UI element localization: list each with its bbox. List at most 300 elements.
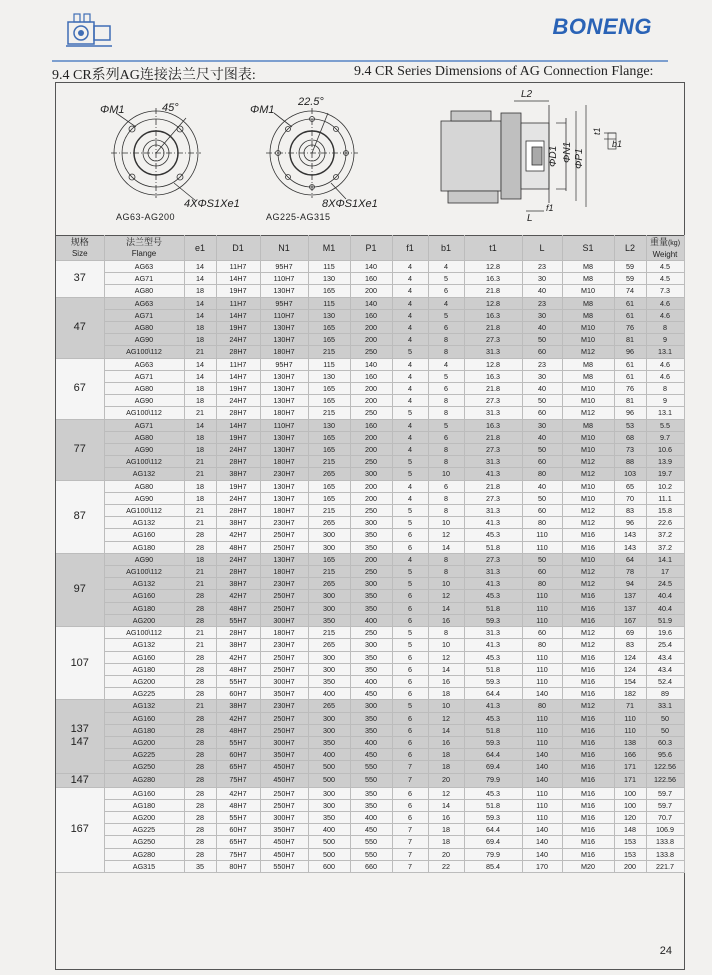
table-row (56, 749, 684, 761)
dimension-cell: 110 (522, 602, 562, 614)
dimension-cell: 180H7 (260, 627, 308, 639)
weight-cell: 8 (646, 383, 684, 395)
dimension-cell: M16 (562, 602, 614, 614)
dimension-cell: M16 (562, 811, 614, 823)
flange-cell: AG225 (104, 824, 184, 836)
dimension-cell: M16 (562, 663, 614, 675)
dimension-cell: 22 (428, 860, 464, 872)
dimension-cell: 4 (392, 395, 428, 407)
dimension-cell: 140 (350, 358, 392, 370)
table-row (56, 848, 684, 860)
middle-caption: AG225-AG315 (266, 212, 331, 222)
dimension-cell: 12 (428, 712, 464, 724)
weight-cell: 5.5 (646, 419, 684, 431)
dimension-cell: 55H7 (216, 614, 260, 626)
flange-cell: AG225 (104, 688, 184, 700)
dimension-cell: 50 (522, 395, 562, 407)
flange-cell: AG100\112 (104, 505, 184, 517)
dimension-cell: 170 (522, 860, 562, 872)
dimension-cell: 6 (392, 529, 428, 541)
dimension-cell: 250H7 (260, 590, 308, 602)
dimension-cell: 215 (308, 456, 350, 468)
dimension-cell: 143 (614, 529, 646, 541)
dimension-cell: M8 (562, 370, 614, 382)
dimension-cell: 200 (350, 444, 392, 456)
dimension-cell: 130H7 (260, 553, 308, 565)
dimension-cell: 96 (614, 407, 646, 419)
dimension-cell: 41.3 (464, 517, 522, 529)
flange-cell: AG132 (104, 517, 184, 529)
weight-cell: 7.3 (646, 285, 684, 297)
dimension-cell: 350 (350, 712, 392, 724)
dimension-cell: 14 (184, 419, 216, 431)
dimension-cell: 6 (392, 651, 428, 663)
flange-8-hole-view (266, 108, 358, 199)
dimension-cell: 10 (428, 639, 464, 651)
header-e1: e1 (184, 236, 216, 261)
dimension-cell: 64.4 (464, 824, 522, 836)
dimension-cell: 6 (392, 614, 428, 626)
dimension-cell: 6 (392, 712, 428, 724)
dimension-cell: 61 (614, 358, 646, 370)
dimension-cell: 61 (614, 297, 646, 309)
dimension-cell: 4 (392, 309, 428, 321)
dimension-cell: 80 (522, 468, 562, 480)
flange-cell: AG132 (104, 578, 184, 590)
dimension-cell: 215 (308, 346, 350, 358)
dimension-cell: 18 (184, 285, 216, 297)
dimension-cell: 14 (184, 297, 216, 309)
dimension-cell: 23 (522, 261, 562, 273)
size-cell: 77 (56, 419, 104, 480)
dimension-cell: 250 (350, 566, 392, 578)
dimension-cell: 6 (392, 787, 428, 799)
dimension-cell: 165 (308, 322, 350, 334)
dimension-cell: 16 (428, 675, 464, 687)
header-s1: S1 (562, 236, 614, 261)
dimension-cell: 19H7 (216, 383, 260, 395)
dimension-cell: 230H7 (260, 468, 308, 480)
dimension-cell: 18 (184, 553, 216, 565)
weight-cell: 4.6 (646, 370, 684, 382)
table-header (56, 236, 684, 261)
dimension-cell: M12 (562, 566, 614, 578)
dimension-cell: 28H7 (216, 346, 260, 358)
header-size: 规格 Size (56, 236, 104, 261)
dimension-cell: 500 (308, 836, 350, 848)
dimension-cell: 30 (522, 309, 562, 321)
weight-cell: 43.4 (646, 663, 684, 675)
dimension-cell: 16.3 (464, 419, 522, 431)
dimension-cell: M16 (562, 712, 614, 724)
dimension-cell: 12.8 (464, 358, 522, 370)
header-l: L (522, 236, 562, 261)
dimension-cell: M16 (562, 614, 614, 626)
dimension-cell: 200 (350, 383, 392, 395)
dimension-cell: 51.8 (464, 602, 522, 614)
dimension-cell: 95H7 (260, 297, 308, 309)
dimension-cell: 14 (184, 261, 216, 273)
dimension-cell: 14 (428, 602, 464, 614)
gearbox-logo-icon (60, 8, 120, 54)
dimension-cell: 40 (522, 480, 562, 492)
dimension-cell: 4 (392, 553, 428, 565)
weight-cell: 13.9 (646, 456, 684, 468)
dimension-cell: 130H7 (260, 444, 308, 456)
dimension-cell: 6 (428, 383, 464, 395)
dimension-cell: 80 (522, 639, 562, 651)
dimension-cell: M16 (562, 688, 614, 700)
flange-cell: AG132 (104, 700, 184, 712)
flange-cell: AG225 (104, 749, 184, 761)
dimension-cell: 400 (350, 614, 392, 626)
dimension-cell: 45.3 (464, 529, 522, 541)
dimension-cell: 140 (522, 836, 562, 848)
weight-cell: 9 (646, 395, 684, 407)
dimension-cell: 10 (428, 578, 464, 590)
dimension-cell: 300H7 (260, 736, 308, 748)
dimension-cell: 14H7 (216, 309, 260, 321)
dimension-cell: 110H7 (260, 309, 308, 321)
dimension-cell: 14 (428, 541, 464, 553)
brand-logo: BONENG (552, 14, 652, 39)
header-l2: L2 (614, 236, 646, 261)
table-row (56, 297, 684, 309)
flange-cell: AG71 (104, 273, 184, 285)
dimension-cell: 6 (392, 688, 428, 700)
dimension-cell: 130H7 (260, 395, 308, 407)
dimension-cell: 165 (308, 285, 350, 297)
dimension-cell: M8 (562, 309, 614, 321)
dimension-cell: 4 (392, 273, 428, 285)
dimension-cell: 6 (392, 675, 428, 687)
dimension-cell: 21.8 (464, 431, 522, 443)
dimension-cell: 6 (392, 724, 428, 736)
dimension-cell: 48H7 (216, 541, 260, 553)
weight-cell: 50 (646, 712, 684, 724)
weight-cell: 4.6 (646, 297, 684, 309)
dimension-cell: 6 (392, 590, 428, 602)
dimension-cell: 42H7 (216, 651, 260, 663)
table-row (56, 566, 684, 578)
dimension-cell: 8 (428, 395, 464, 407)
dimension-cell: 60H7 (216, 749, 260, 761)
table-row (56, 675, 684, 687)
table-row (56, 799, 684, 811)
dimension-cell: 28 (184, 773, 216, 787)
dimension-cell: 110 (522, 663, 562, 675)
dimension-cell: 38H7 (216, 578, 260, 590)
dimension-cell: 300H7 (260, 675, 308, 687)
table-row (56, 614, 684, 626)
table-row (56, 578, 684, 590)
dimension-cell: 154 (614, 675, 646, 687)
flange-cell: AG132 (104, 468, 184, 480)
dimension-cell: 83 (614, 639, 646, 651)
dimension-cell: 28 (184, 811, 216, 823)
flange-cell: AG90 (104, 444, 184, 456)
dimension-cell: 200 (614, 860, 646, 872)
dimension-cell: 21 (184, 505, 216, 517)
flange-cell: AG160 (104, 712, 184, 724)
dimension-cell: 28 (184, 799, 216, 811)
dimension-cell: 40 (522, 383, 562, 395)
dimension-cell: 6 (392, 736, 428, 748)
dimension-cell: 28 (184, 688, 216, 700)
flange-cell: AG80 (104, 383, 184, 395)
dimension-cell: 7 (392, 761, 428, 773)
dimension-cell: 4 (392, 480, 428, 492)
dimension-cell: 28 (184, 529, 216, 541)
dimension-cell: 41.3 (464, 639, 522, 651)
header-m1: M1 (308, 236, 350, 261)
dimension-cell: 500 (308, 848, 350, 860)
dimension-cell: 95H7 (260, 358, 308, 370)
table-row (56, 553, 684, 565)
dimension-cell: 4 (392, 419, 428, 431)
dimension-cell: 24H7 (216, 444, 260, 456)
table-row (56, 468, 684, 480)
dimension-cell: 300 (308, 799, 350, 811)
dimension-cell: 23 (522, 297, 562, 309)
flange-cell: AG90 (104, 395, 184, 407)
dimension-cell: 130 (308, 309, 350, 321)
dimension-cell: M16 (562, 651, 614, 663)
dimension-cell: 200 (350, 395, 392, 407)
dimension-cell: 167 (614, 614, 646, 626)
dimension-cell: 59.3 (464, 614, 522, 626)
flange-cell: AG100\112 (104, 456, 184, 468)
table-row (56, 724, 684, 736)
dimension-cell: 180H7 (260, 456, 308, 468)
dimension-cell: 28H7 (216, 505, 260, 517)
dimension-cell: 400 (308, 749, 350, 761)
dimension-cell: 200 (350, 480, 392, 492)
dimension-cell: 550 (350, 836, 392, 848)
dimension-cell: 21 (184, 578, 216, 590)
table-body (56, 261, 684, 873)
dimension-cell: 42H7 (216, 787, 260, 799)
dimension-cell: 115 (308, 358, 350, 370)
dimension-cell: 350 (308, 675, 350, 687)
dimension-cell: 48H7 (216, 663, 260, 675)
dimension-cell: 65 (614, 480, 646, 492)
flange-cell: AG63 (104, 297, 184, 309)
dimension-cell: 14 (184, 358, 216, 370)
dimension-cell: 130 (308, 370, 350, 382)
dimension-cell: M12 (562, 517, 614, 529)
weight-cell: 15.8 (646, 505, 684, 517)
dimension-cell: 19H7 (216, 480, 260, 492)
dimension-cell: 20 (428, 848, 464, 860)
dimension-cell: 4 (392, 358, 428, 370)
dimension-cell: 110 (522, 724, 562, 736)
dimension-cell: 18 (184, 383, 216, 395)
dimension-cell: 16.3 (464, 370, 522, 382)
dimension-cell: 110H7 (260, 419, 308, 431)
dimension-cell: M16 (562, 675, 614, 687)
dimension-cell: 300H7 (260, 811, 308, 823)
header-n1: N1 (260, 236, 308, 261)
d1-label: ΦD1 (548, 145, 559, 167)
dimension-cell: 450 (350, 749, 392, 761)
dimension-sheet (55, 82, 685, 970)
l2-label: L2 (521, 89, 533, 100)
dimension-cell: 550H7 (260, 860, 308, 872)
dimension-cell: 350 (350, 590, 392, 602)
dimension-cell: 50 (522, 444, 562, 456)
dimension-cell: 28 (184, 836, 216, 848)
dimension-cell: 166 (614, 749, 646, 761)
dimension-cell: 4 (392, 444, 428, 456)
dimension-cell: 14 (184, 309, 216, 321)
dimension-cell: 28 (184, 787, 216, 799)
weight-cell: 40.4 (646, 602, 684, 614)
table-row (56, 456, 684, 468)
flange-cell: AG80 (104, 322, 184, 334)
table-row (56, 480, 684, 492)
dimension-cell: 400 (350, 811, 392, 823)
weight-cell: 25.4 (646, 639, 684, 651)
dimension-cell: 19H7 (216, 431, 260, 443)
dimension-cell: 160 (350, 309, 392, 321)
left-angle-label: 45° (162, 102, 179, 114)
dimension-cell: 27.3 (464, 492, 522, 504)
dimension-cell: 130H7 (260, 492, 308, 504)
size-cell: 47 (56, 297, 104, 358)
weight-cell: 122.56 (646, 773, 684, 787)
dimension-cell: 45.3 (464, 712, 522, 724)
dimension-cell: 41.3 (464, 578, 522, 590)
dimension-cell: 5 (392, 566, 428, 578)
weight-cell: 221.7 (646, 860, 684, 872)
table-row (56, 860, 684, 872)
dimension-cell: 160 (350, 419, 392, 431)
dimension-cell: 120 (614, 811, 646, 823)
dimension-cell: 31.3 (464, 505, 522, 517)
dimension-cell: 350H7 (260, 688, 308, 700)
dimension-cell: 138 (614, 736, 646, 748)
dimension-cell: 200 (350, 334, 392, 346)
dimension-cell: 550 (350, 773, 392, 787)
dimension-cell: 6 (392, 749, 428, 761)
dimension-cell: M10 (562, 492, 614, 504)
dimension-cell: 7 (392, 824, 428, 836)
dimension-cell: 24H7 (216, 334, 260, 346)
dimension-cell: 28 (184, 590, 216, 602)
weight-cell: 59.7 (646, 787, 684, 799)
dimension-cell: 14H7 (216, 273, 260, 285)
dimension-cell: 300 (308, 590, 350, 602)
dimension-cell: 5 (428, 419, 464, 431)
dimension-cell: 80 (522, 700, 562, 712)
dimension-cell: 8 (428, 627, 464, 639)
dimension-cell: M16 (562, 761, 614, 773)
dimension-cell: 18 (184, 492, 216, 504)
weight-cell: 37.2 (646, 541, 684, 553)
dimension-cell: M8 (562, 358, 614, 370)
table-row (56, 505, 684, 517)
dimension-cell: 28 (184, 675, 216, 687)
dimension-cell: 21 (184, 407, 216, 419)
dimension-cell: 350 (308, 811, 350, 823)
dimension-cell: 28 (184, 824, 216, 836)
dimension-cell: 14H7 (216, 419, 260, 431)
table-row (56, 285, 684, 297)
header-f1: f1 (392, 236, 428, 261)
dimension-cell: 5 (392, 517, 428, 529)
middle-phi-m1-label: ΦM1 (250, 104, 275, 116)
dimension-cell: 130H7 (260, 322, 308, 334)
table-row (56, 651, 684, 663)
dimension-cell: 18 (428, 761, 464, 773)
table-row (56, 358, 684, 370)
dimension-cell: 73 (614, 444, 646, 456)
dimension-cell: 18 (184, 322, 216, 334)
dimension-cell: 300 (308, 787, 350, 799)
dimension-cell: 96 (614, 517, 646, 529)
weight-cell: 122.56 (646, 761, 684, 773)
weight-cell: 8 (646, 322, 684, 334)
dimension-cell: 250H7 (260, 787, 308, 799)
dimension-cell: 31.3 (464, 346, 522, 358)
flange-drawing (56, 83, 684, 235)
dimension-cell: 300 (308, 663, 350, 675)
dimension-cell: M12 (562, 407, 614, 419)
dimension-cell: 250 (350, 505, 392, 517)
dimension-cell: 5 (392, 578, 428, 590)
dimension-cell: 450H7 (260, 773, 308, 787)
flange-dimension-table (56, 235, 685, 873)
dimension-cell: 100 (614, 787, 646, 799)
flange-cell: AG280 (104, 848, 184, 860)
dimension-cell: 60H7 (216, 824, 260, 836)
dimension-cell: 165 (308, 395, 350, 407)
dimension-cell: 137 (614, 590, 646, 602)
dimension-cell: 6 (428, 431, 464, 443)
table-row (56, 700, 684, 712)
flange-cell: AG200 (104, 736, 184, 748)
dimension-cell: 42H7 (216, 529, 260, 541)
n1-label: ΦN1 (562, 141, 573, 163)
dimension-cell: M10 (562, 553, 614, 565)
dimension-cell: 124 (614, 651, 646, 663)
weight-cell: 40.4 (646, 590, 684, 602)
flange-cell: AG71 (104, 419, 184, 431)
dimension-cell: M16 (562, 736, 614, 748)
dimension-cell: 19H7 (216, 322, 260, 334)
dimension-cell: 80 (522, 517, 562, 529)
flange-cell: AG90 (104, 334, 184, 346)
dimension-cell: 130H7 (260, 431, 308, 443)
dimension-cell: M16 (562, 590, 614, 602)
dimension-cell: 130 (308, 273, 350, 285)
dimension-cell: 300 (308, 602, 350, 614)
dimension-cell: 5 (392, 456, 428, 468)
dimension-cell: 5 (392, 700, 428, 712)
dimension-cell: 6 (428, 480, 464, 492)
dimension-cell: 110 (614, 712, 646, 724)
table-row (56, 346, 684, 358)
dimension-cell: M10 (562, 431, 614, 443)
dimension-cell: 7 (392, 848, 428, 860)
weight-cell: 4.5 (646, 261, 684, 273)
dimension-cell: 110 (522, 799, 562, 811)
weight-cell: 95.6 (646, 749, 684, 761)
dimension-cell: 165 (308, 492, 350, 504)
dimension-cell: M16 (562, 529, 614, 541)
dimension-cell: 60 (522, 566, 562, 578)
